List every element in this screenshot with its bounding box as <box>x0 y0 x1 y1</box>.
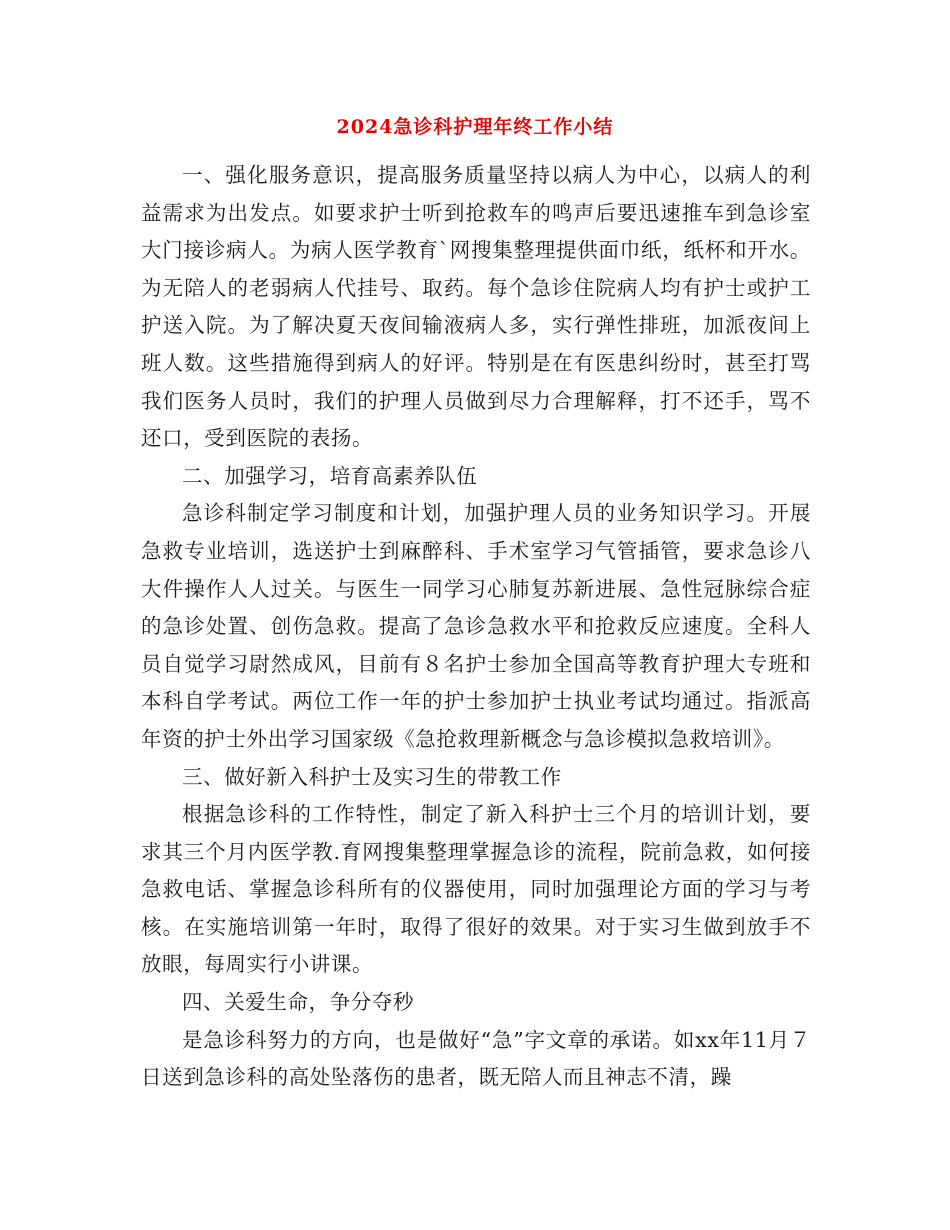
document-body <box>141 157 811 1097</box>
paragraph-learning-system: 急诊科制定学习制度和计划，加强护理人员的业务知识学习。开展急救专业培训，选送护士到麻醉科、手术室学习气管插管，要求急诊八大件操作人人过关。与医生一同学习心肺复苏新进展、急性冠脉综合症的急诊处置、创伤急救。提高了急诊急救水平和抢救反应速度。全科人员自觉学习尉然成风，目前有８名护士参加全国高等教育护理大专班和本科自学考试。两位工作一年的护士参加护士执业考试均通过。指派高年资的护士外出学习国家级《急抢救理新概念与急诊模拟急救培训》。 <box>141 501 811 751</box>
paragraph-training-plan: 根据急诊科的工作特性，制定了新入科护士三个月的培训计划，要求其三个月内医学教.育网搜集整理掌握急诊的流程，院前急救，如何接急救电话、掌握急诊科所有的仪器使用，同时加强理论方面的学习与考核。在实施培训第一年时，取得了很好的效果。对于实习生做到放手不放眼，每周实行小讲课。 <box>141 802 811 977</box>
paragraph-service-awareness: 一、强化服务意识，提高服务质量坚持以病人为中心，以病人的利益需求为出发点。如要求护士听到抢救车的鸣声后要迅速推车到急诊室大门接诊病人。为病人医学教育`网搜集整理提供面巾纸，纸杯和开水。为无陪人的老弱病人代挂号、取药。每个急诊住院病人均有护士或护工护送入院。为了解决夏天夜间输液病人多，实行弹性排班，加派夜间上班人数。这些措施得到病人的好评。特别是在有医患纠纷时，甚至打骂我们医务人员时，我们的护理人员做到尽力合理解释，打不还手，骂不还口，受到医院的表扬。 <box>141 163 811 451</box>
heading-care-for-life: 四、关爱生命，争分夺秒 <box>182 990 415 1015</box>
heading-new-nurse-training: 三、做好新入科护士及实习生的带教工作 <box>182 764 562 789</box>
heading-strengthen-learning: 二、加强学习，培育高素养队伍 <box>182 463 478 488</box>
document-title: 2024急诊科护理年终工作小结 <box>336 116 614 138</box>
paragraph-emergency-case: 是急诊科努力的方向，也是做好“急”字文章的承诺。如xx年11月７日送到急诊科的高处坠落伤的患者，既无陪人而且神志不清，躁 <box>141 1027 811 1090</box>
